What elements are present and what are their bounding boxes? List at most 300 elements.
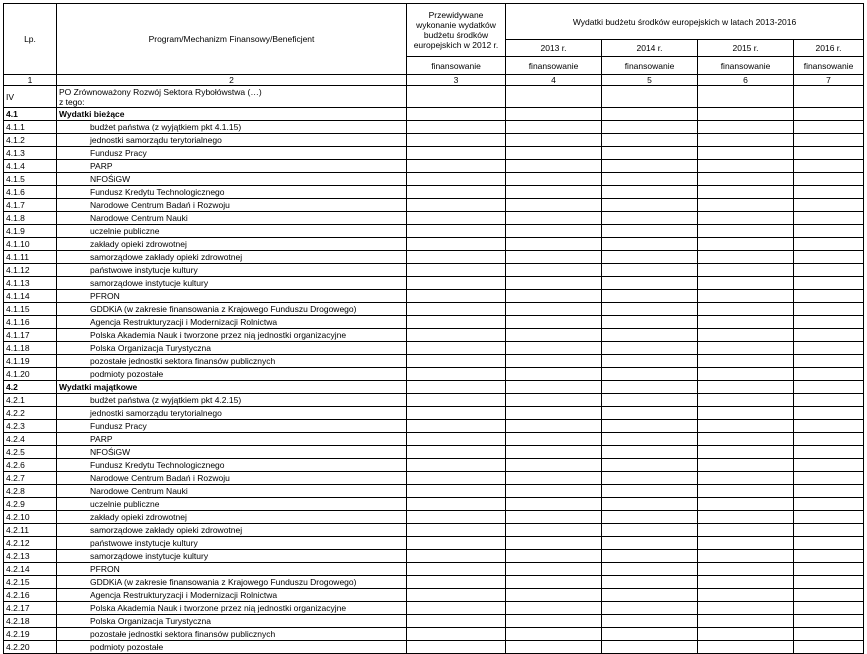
table-row [4, 173, 864, 186]
row-lp: 4.2.16 [4, 589, 57, 602]
row-name: pozostałe jednostki sektora finansów publicznych [57, 628, 407, 641]
empty-cell [407, 537, 506, 550]
row-name: samorządowe zakłady opieki zdrowotnej [57, 251, 407, 264]
empty-cell [506, 459, 602, 472]
table-row [4, 576, 864, 589]
empty-cell [407, 186, 506, 199]
row-name: podmioty pozostałe [57, 368, 407, 381]
empty-cell [506, 238, 602, 251]
empty-cell [794, 186, 864, 199]
row-name: Narodowe Centrum Badań i Rozwoju [57, 472, 407, 485]
empty-cell [698, 615, 794, 628]
empty-cell [506, 628, 602, 641]
empty-cell [407, 459, 506, 472]
empty-cell [602, 212, 698, 225]
row-name: samorządowe zakłady opieki zdrowotnej [57, 524, 407, 537]
empty-cell [794, 316, 864, 329]
empty-cell [698, 121, 794, 134]
empty-cell [698, 602, 794, 615]
row-name: PARP [57, 160, 407, 173]
empty-cell [602, 615, 698, 628]
empty-cell [506, 524, 602, 537]
empty-cell [407, 498, 506, 511]
row-lp: 4.1.2 [4, 134, 57, 147]
table-row [4, 121, 864, 134]
empty-cell [602, 160, 698, 173]
empty-cell [407, 121, 506, 134]
empty-cell [602, 602, 698, 615]
row-lp: 4.2.1 [4, 394, 57, 407]
empty-cell [407, 173, 506, 186]
row-lp: 4.1.9 [4, 225, 57, 238]
empty-cell [407, 303, 506, 316]
empty-cell [698, 420, 794, 433]
empty-cell [794, 238, 864, 251]
table-row [4, 459, 864, 472]
empty-cell [698, 303, 794, 316]
empty-cell [602, 589, 698, 602]
empty-cell [407, 251, 506, 264]
empty-cell [794, 121, 864, 134]
empty-cell [407, 199, 506, 212]
table-row [4, 589, 864, 602]
empty-cell [602, 394, 698, 407]
row-name: uczelnie publiczne [57, 225, 407, 238]
empty-cell [407, 628, 506, 641]
category-row [4, 108, 864, 121]
column-number-row [4, 75, 864, 86]
row-lp: 4.2.6 [4, 459, 57, 472]
empty-cell [602, 550, 698, 563]
empty-cell [407, 86, 506, 108]
empty-cell [506, 199, 602, 212]
year-header-2014: 2014 r. [602, 40, 698, 57]
category-row [4, 381, 864, 394]
empty-cell [407, 563, 506, 576]
row-lp: 4.2.17 [4, 602, 57, 615]
empty-cell [506, 368, 602, 381]
table-row [4, 134, 864, 147]
empty-cell [794, 615, 864, 628]
row-name: Polska Akademia Nauk i tworzone przez nią jednostki organizacyjne [57, 329, 407, 342]
empty-cell [794, 303, 864, 316]
empty-cell [698, 446, 794, 459]
empty-cell [602, 641, 698, 654]
empty-cell [407, 420, 506, 433]
empty-cell [794, 472, 864, 485]
empty-cell [506, 316, 602, 329]
table-row [4, 277, 864, 290]
row-name: Narodowe Centrum Badań i Rozwoju [57, 199, 407, 212]
empty-cell [698, 199, 794, 212]
empty-cell [602, 316, 698, 329]
row-name: zakłady opieki zdrowotnej [57, 238, 407, 251]
empty-cell [794, 394, 864, 407]
empty-cell [506, 342, 602, 355]
empty-cell [698, 641, 794, 654]
empty-cell [506, 251, 602, 264]
row-lp: 4.1.16 [4, 316, 57, 329]
empty-cell [506, 407, 602, 420]
row-name: Polska Akademia Nauk i tworzone przez nią jednostki organizacyjne [57, 602, 407, 615]
row-lp: 4.1.20 [4, 368, 57, 381]
empty-cell [698, 368, 794, 381]
table-row [4, 420, 864, 433]
empty-cell [506, 329, 602, 342]
empty-cell [407, 316, 506, 329]
empty-cell [602, 251, 698, 264]
table-row [4, 342, 864, 355]
empty-cell [506, 303, 602, 316]
row-name: PFRON [57, 290, 407, 303]
empty-cell [602, 86, 698, 108]
empty-cell [794, 641, 864, 654]
row-name: PARP [57, 433, 407, 446]
empty-cell [506, 537, 602, 550]
empty-cell [794, 498, 864, 511]
section-title [57, 86, 407, 108]
empty-cell [794, 225, 864, 238]
empty-cell [794, 433, 864, 446]
table-row [4, 537, 864, 550]
section-subtitle: z tego: [59, 96, 85, 107]
table-row [4, 524, 864, 537]
row-lp: 4.1.11 [4, 251, 57, 264]
row-lp: 4.1.6 [4, 186, 57, 199]
row-lp: 4.2.2 [4, 407, 57, 420]
empty-cell [506, 615, 602, 628]
empty-cell [506, 173, 602, 186]
row-lp: 4.1.10 [4, 238, 57, 251]
empty-cell [794, 420, 864, 433]
row-lp: 4.2 [4, 381, 57, 394]
empty-cell [407, 212, 506, 225]
budget-table [3, 3, 864, 654]
row-lp: 4.2.13 [4, 550, 57, 563]
empty-cell [698, 459, 794, 472]
empty-cell [698, 186, 794, 199]
row-lp: 4.1.17 [4, 329, 57, 342]
empty-cell [407, 160, 506, 173]
empty-cell [602, 628, 698, 641]
empty-cell [698, 264, 794, 277]
empty-cell [794, 264, 864, 277]
table-row [4, 316, 864, 329]
empty-cell [698, 394, 794, 407]
row-name: Fundusz Kredytu Technologicznego [57, 186, 407, 199]
table-row [4, 225, 864, 238]
row-name: pozostałe jednostki sektora finansów publicznych [57, 355, 407, 368]
row-lp: 4.2.8 [4, 485, 57, 498]
empty-cell [698, 316, 794, 329]
row-lp: 4.1.12 [4, 264, 57, 277]
financing-label: finansowanie [506, 57, 602, 75]
empty-cell [407, 472, 506, 485]
empty-cell [794, 524, 864, 537]
row-lp: 4.2.19 [4, 628, 57, 641]
empty-cell [698, 251, 794, 264]
column-number: 4 [506, 75, 602, 86]
empty-cell [602, 147, 698, 160]
table-row [4, 290, 864, 303]
empty-cell [794, 134, 864, 147]
empty-cell [794, 108, 864, 121]
empty-cell [698, 173, 794, 186]
empty-cell [602, 472, 698, 485]
empty-cell [794, 212, 864, 225]
table-row [4, 160, 864, 173]
empty-cell [794, 86, 864, 108]
row-name: GDDKiA (w zakresie finansowania z Krajowego Funduszu Drogowego) [57, 303, 407, 316]
empty-cell [794, 342, 864, 355]
empty-cell [794, 537, 864, 550]
row-lp: 4.2.5 [4, 446, 57, 459]
row-name: Narodowe Centrum Nauki [57, 212, 407, 225]
empty-cell [407, 342, 506, 355]
empty-cell [407, 264, 506, 277]
empty-cell [698, 225, 794, 238]
empty-cell [506, 134, 602, 147]
row-name: samorządowe instytucje kultury [57, 550, 407, 563]
empty-cell [506, 277, 602, 290]
empty-cell [407, 238, 506, 251]
empty-cell [407, 407, 506, 420]
year-header-2016: 2016 r. [794, 40, 864, 57]
row-lp: 4.2.7 [4, 472, 57, 485]
empty-cell [506, 264, 602, 277]
row-name: podmioty pozostałe [57, 641, 407, 654]
empty-cell [698, 485, 794, 498]
year-header-2013: 2013 r. [506, 40, 602, 57]
table-row [4, 355, 864, 368]
column-number: 6 [698, 75, 794, 86]
empty-cell [602, 537, 698, 550]
row-lp: 4.1.4 [4, 160, 57, 173]
empty-cell [407, 615, 506, 628]
row-name: zakłady opieki zdrowotnej [57, 511, 407, 524]
forecast-header: Przewidywane wykonanie wydatków budżetu środków europejskich w 2012 r. [407, 4, 506, 57]
empty-cell [794, 589, 864, 602]
row-name: jednostki samorządu terytorialnego [57, 407, 407, 420]
empty-cell [407, 641, 506, 654]
row-name: Fundusz Pracy [57, 147, 407, 160]
row-name: Polska Organizacja Turystyczna [57, 342, 407, 355]
empty-cell [794, 147, 864, 160]
years-group-header: Wydatki budżetu środków europejskich w latach 2013-2016 [506, 4, 864, 40]
empty-cell [602, 381, 698, 394]
empty-cell [794, 277, 864, 290]
empty-cell [506, 420, 602, 433]
row-name: Wydatki bieżące [57, 108, 407, 121]
row-lp: 4.1.13 [4, 277, 57, 290]
row-lp: 4.1.18 [4, 342, 57, 355]
table-row [4, 433, 864, 446]
empty-cell [698, 329, 794, 342]
empty-cell [698, 86, 794, 108]
row-name: państwowe instytucje kultury [57, 537, 407, 550]
table-row [4, 602, 864, 615]
section-lp: IV [4, 86, 57, 108]
row-lp: 4.2.11 [4, 524, 57, 537]
row-name: Wydatki majątkowe [57, 381, 407, 394]
column-number: 3 [407, 75, 506, 86]
row-lp: 4.2.10 [4, 511, 57, 524]
empty-cell [698, 550, 794, 563]
empty-cell [794, 485, 864, 498]
empty-cell [506, 186, 602, 199]
empty-cell [407, 394, 506, 407]
empty-cell [407, 602, 506, 615]
empty-cell [506, 225, 602, 238]
table-row [4, 394, 864, 407]
row-name: GDDKiA (w zakresie finansowania z Krajowego Funduszu Drogowego) [57, 576, 407, 589]
row-name: budżet państwa (z wyjątkiem pkt 4.1.15) [57, 121, 407, 134]
empty-cell [602, 199, 698, 212]
empty-cell [506, 86, 602, 108]
financing-label: finansowanie [602, 57, 698, 75]
empty-cell [602, 368, 698, 381]
empty-cell [407, 589, 506, 602]
empty-cell [407, 485, 506, 498]
empty-cell [602, 576, 698, 589]
empty-cell [506, 641, 602, 654]
empty-cell [602, 433, 698, 446]
empty-cell [407, 147, 506, 160]
empty-cell [407, 576, 506, 589]
table-row [4, 303, 864, 316]
table-row [4, 446, 864, 459]
table-row [4, 641, 864, 654]
year-header-2015: 2015 r. [698, 40, 794, 57]
row-lp: 4.2.14 [4, 563, 57, 576]
empty-cell [698, 511, 794, 524]
empty-cell [506, 576, 602, 589]
empty-cell [794, 563, 864, 576]
empty-cell [794, 160, 864, 173]
empty-cell [407, 381, 506, 394]
empty-cell [794, 251, 864, 264]
table-row [4, 407, 864, 420]
empty-cell [698, 290, 794, 303]
empty-cell [794, 550, 864, 563]
row-name: Polska Organizacja Turystyczna [57, 615, 407, 628]
row-name: NFOŚiGW [57, 446, 407, 459]
table-row [4, 147, 864, 160]
empty-cell [602, 355, 698, 368]
empty-cell [602, 134, 698, 147]
empty-cell [794, 381, 864, 394]
empty-cell [698, 381, 794, 394]
empty-cell [698, 628, 794, 641]
empty-cell [698, 160, 794, 173]
empty-cell [698, 537, 794, 550]
row-name: PFRON [57, 563, 407, 576]
empty-cell [698, 576, 794, 589]
empty-cell [407, 329, 506, 342]
empty-cell [698, 108, 794, 121]
empty-cell [698, 238, 794, 251]
table-row [4, 511, 864, 524]
empty-cell [407, 524, 506, 537]
empty-cell [602, 173, 698, 186]
empty-cell [602, 407, 698, 420]
empty-cell [407, 511, 506, 524]
section-title-text: PO Zrównoważony Rozwój Sektora Rybołówstwa (…) [59, 86, 262, 97]
empty-cell [794, 602, 864, 615]
row-lp: 4.2.9 [4, 498, 57, 511]
empty-cell [698, 524, 794, 537]
empty-cell [698, 407, 794, 420]
empty-cell [506, 147, 602, 160]
row-name: Narodowe Centrum Nauki [57, 485, 407, 498]
empty-cell [407, 108, 506, 121]
table-row [4, 628, 864, 641]
row-lp: 4.2.15 [4, 576, 57, 589]
row-name: budżet państwa (z wyjątkiem pkt 4.2.15) [57, 394, 407, 407]
row-lp: 4.2.12 [4, 537, 57, 550]
empty-cell [794, 407, 864, 420]
empty-cell [407, 225, 506, 238]
empty-cell [506, 485, 602, 498]
empty-cell [698, 589, 794, 602]
empty-cell [506, 108, 602, 121]
row-lp: 4.2.3 [4, 420, 57, 433]
empty-cell [506, 355, 602, 368]
table-row [4, 563, 864, 576]
row-name: jednostki samorządu terytorialnego [57, 134, 407, 147]
row-name: uczelnie publiczne [57, 498, 407, 511]
section-iv-row [4, 86, 864, 108]
row-name: Agencja Restrukturyzacji i Modernizacji Rolnictwa [57, 589, 407, 602]
table-row [4, 238, 864, 251]
empty-cell [506, 121, 602, 134]
empty-cell [602, 485, 698, 498]
row-lp: 4.1.1 [4, 121, 57, 134]
empty-cell [407, 446, 506, 459]
empty-cell [602, 459, 698, 472]
empty-cell [506, 160, 602, 173]
row-lp: 4.1.15 [4, 303, 57, 316]
empty-cell [698, 498, 794, 511]
table-row [4, 615, 864, 628]
empty-cell [698, 355, 794, 368]
empty-cell [506, 550, 602, 563]
empty-cell [506, 212, 602, 225]
table-row [4, 550, 864, 563]
table-row [4, 498, 864, 511]
empty-cell [794, 446, 864, 459]
empty-cell [794, 459, 864, 472]
table-row [4, 264, 864, 277]
empty-cell [506, 472, 602, 485]
empty-cell [602, 524, 698, 537]
table-row [4, 199, 864, 212]
empty-cell [602, 290, 698, 303]
row-lp: 4.1 [4, 108, 57, 121]
empty-cell [602, 186, 698, 199]
empty-cell [506, 511, 602, 524]
row-name: Fundusz Kredytu Technologicznego [57, 459, 407, 472]
row-lp: 4.1.5 [4, 173, 57, 186]
empty-cell [602, 420, 698, 433]
empty-cell [407, 355, 506, 368]
row-name: Fundusz Pracy [57, 420, 407, 433]
empty-cell [602, 238, 698, 251]
column-number: 5 [602, 75, 698, 86]
empty-cell [602, 511, 698, 524]
empty-cell [602, 303, 698, 316]
row-lp: 4.1.14 [4, 290, 57, 303]
